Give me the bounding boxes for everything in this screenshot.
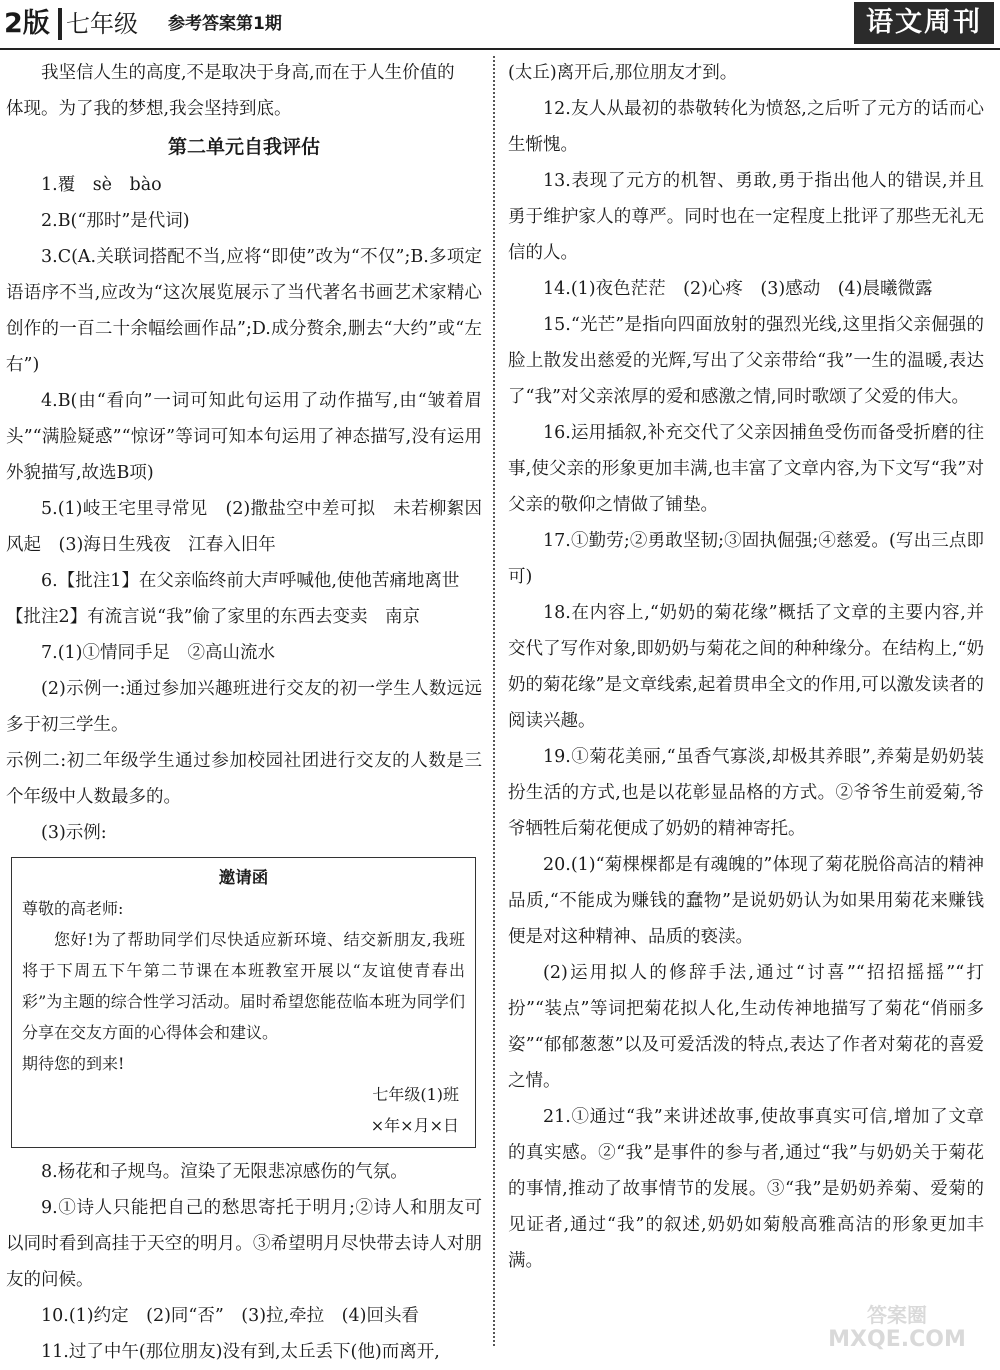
column-divider	[493, 56, 495, 1346]
answer-13: 13.表现了元方的机智、勇敢,勇于指出他人的错误,并且勇于维护家人的尊严。同时也在一定程度上批评了那些无礼无信的人。	[508, 171, 984, 263]
right-column	[508, 55, 984, 1350]
invitation-box	[11, 857, 476, 1148]
answer-7-example-1: (2)示例一:通过参加兴趣班进行交友的初一学生人数远远多于初三学生。	[6, 679, 482, 735]
answer-21: 21.①通过“我”来讲述故事,使故事真实可信,增加了文章的真实感。②“我”是事件的参与者,通过“我”与奶奶关于菊花的事情,推动了故事情节的发展。③“我”是奶奶养菊、爱菊的见证者,通过“我”的叙述,奶奶如菊般高雅高洁的形象更加丰满。	[508, 1107, 984, 1271]
answer-20-part-2: (2)运用拟人的修辞手法,通过“讨喜”“招招摇摇”“打扮”“装点”等词把菊花拟人化,生动传神地描写了菊花“俏丽多姿”“郁郁葱葱”以及可爱活泼的特点,表达了作者对菊花的喜爱之情。	[508, 963, 984, 1091]
answer-8: 8.杨花和子规鸟。渲染了无限悲凉感伤的气氛。	[41, 1162, 408, 1182]
invitation-title: 邀请函	[218, 868, 269, 887]
invitation-body: 您好!为了帮助同学们尽快适应新环境、结交新朋友,我班将于下周五下午第二节课在本班教室开展以“友谊使青春出彩”为主题的综合性学习活动。届时希望您能莅临本班为同学们分享在交友方面的心得体会和建议。	[22, 930, 465, 1042]
answer-6-note-1: 6.【批注1】在父亲临终前大声呼喊他,使他苦痛地离世	[41, 571, 460, 591]
section-title: 第二单元自我评估	[167, 136, 320, 158]
answer-5: 5.(1)岐王宅里寻常见 (2)撒盐空中差可拟 未若柳絮因风起 (3)海日生残夜 江春入旧年	[6, 499, 482, 555]
answer-7-example-2: 示例二:初二年级学生通过参加校园社团进行交友的人数是三个年级中人数最多的。	[6, 751, 482, 807]
answer-11: 11.过了中午(那位朋友)没有到,太丘丢下(他)而离开,	[41, 1342, 440, 1362]
answer-3: 3.C(A.关联词搭配不当,应将“即使”改为“不仅”;B.多项定语语序不当,应改为“这次展览展示了当代著名书画艺术家精心创作的一百二十余幅绘画作品”;D.成分赘余,删去“大约”或“左右”)	[6, 247, 482, 375]
intro-line-2: 体现。为了我的梦想,我会坚持到底。	[6, 99, 292, 119]
watermark-line-2: MXQE.COM	[828, 1327, 966, 1352]
page-header	[0, 0, 1000, 50]
answer-17: 17.①勤劳;②勇敢坚韧;③固执倔强;④慈爱。(写出三点即可)	[508, 531, 984, 587]
answer-7-part-3: (3)示例:	[41, 823, 107, 843]
answer-6-note-2: 【批注2】有流言说“我”偷了家里的东西去变卖 南京	[6, 607, 421, 627]
invitation-date: ×年×月×日	[370, 1116, 459, 1135]
invitation-signature: 七年级(1)班	[372, 1085, 459, 1104]
answer-18: 18.在内容上,“奶奶的菊花缘”概括了文章的主要内容,并交代了写作对象,即奶奶与菊花之间的种种缘分。在结构上,“奶奶的菊花缘”是文章线索,起着贯串全文的作用,可以激发读者的阅读兴趣。	[508, 603, 984, 731]
issue-label: 参考答案第1期	[168, 14, 282, 34]
intro-line-1: 我坚信人生的高度,不是取决于身高,而在于人生价值的	[41, 63, 455, 83]
left-column	[6, 55, 482, 1362]
watermark-logo	[800, 1300, 995, 1352]
answer-1: 1.覆 sè bào	[41, 175, 162, 195]
answer-11-continued: (太丘)离开后,那位朋友才到。	[508, 63, 738, 83]
answer-7-part-1: 7.(1)①情同手足 ②高山流水	[41, 643, 275, 663]
grade-label: 七年级	[66, 10, 138, 38]
answer-15: 15.“光芒”是指向四面放射的强烈光线,这里指父亲倔强的脸上散发出慈爱的光辉,写出了父亲带给“我”一生的温暖,表达了“我”对父亲浓厚的爱和感激之情,同时歌颂了父爱的伟大。	[508, 315, 984, 407]
answer-2: 2.B(“那时”是代词)	[41, 211, 190, 231]
answer-19: 19.①菊花美丽,“虽香气寡淡,却极其养眼”,养菊是奶奶装扮生活的方式,也是以花彰显品格的方式。②爷爷生前爱菊,爷爷牺牲后菊花便成了奶奶的精神寄托。	[508, 747, 984, 839]
answer-4: 4.B(由“看向”一词可知此句运用了动作描写,由“皱着眉头”“满脸疑惑”“惊讶”等词可知本句运用了神态描写,没有运用外貌描写,故选B项)	[6, 391, 482, 483]
invitation-closing: 期待您的到来!	[22, 1054, 125, 1073]
answer-9: 9.①诗人只能把自己的愁思寄托于明月;②诗人和朋友可以同时看到高挂于天空的明月。③希望明月尽快带去诗人对朋友的问候。	[6, 1198, 482, 1290]
answer-14: 14.(1)夜色茫茫 (2)心疼 (3)感动 (4)晨曦微露	[543, 279, 933, 299]
answer-20-part-1: 20.(1)“菊棵棵都是有魂魄的”体现了菊花脱俗高洁的精神品质,“不能成为赚钱的蠢物”是说奶奶认为如果用菊花来赚钱便是对这种精神、品质的亵渎。	[508, 855, 984, 947]
answer-10: 10.(1)约定 (2)同“否” (3)拉,牵拉 (4)回头看	[41, 1306, 419, 1326]
newspaper-brand: 语文周刊	[854, 2, 994, 44]
answer-16: 16.运用插叙,补充交代了父亲因捕鱼受伤而备受折磨的往事,使父亲的形象更加丰满,也丰富了文章内容,为下文写“我”对父亲的敬仰之情做了铺垫。	[508, 423, 984, 515]
watermark-line-1: 答案圈	[867, 1303, 927, 1327]
edition-label: 2版	[4, 8, 50, 39]
answer-12: 12.友人从最初的恭敬转化为愤怒,之后听了元方的话而心生惭愧。	[508, 99, 984, 155]
header-divider-bar	[58, 8, 62, 40]
invitation-salutation: 尊敬的高老师:	[22, 899, 124, 918]
